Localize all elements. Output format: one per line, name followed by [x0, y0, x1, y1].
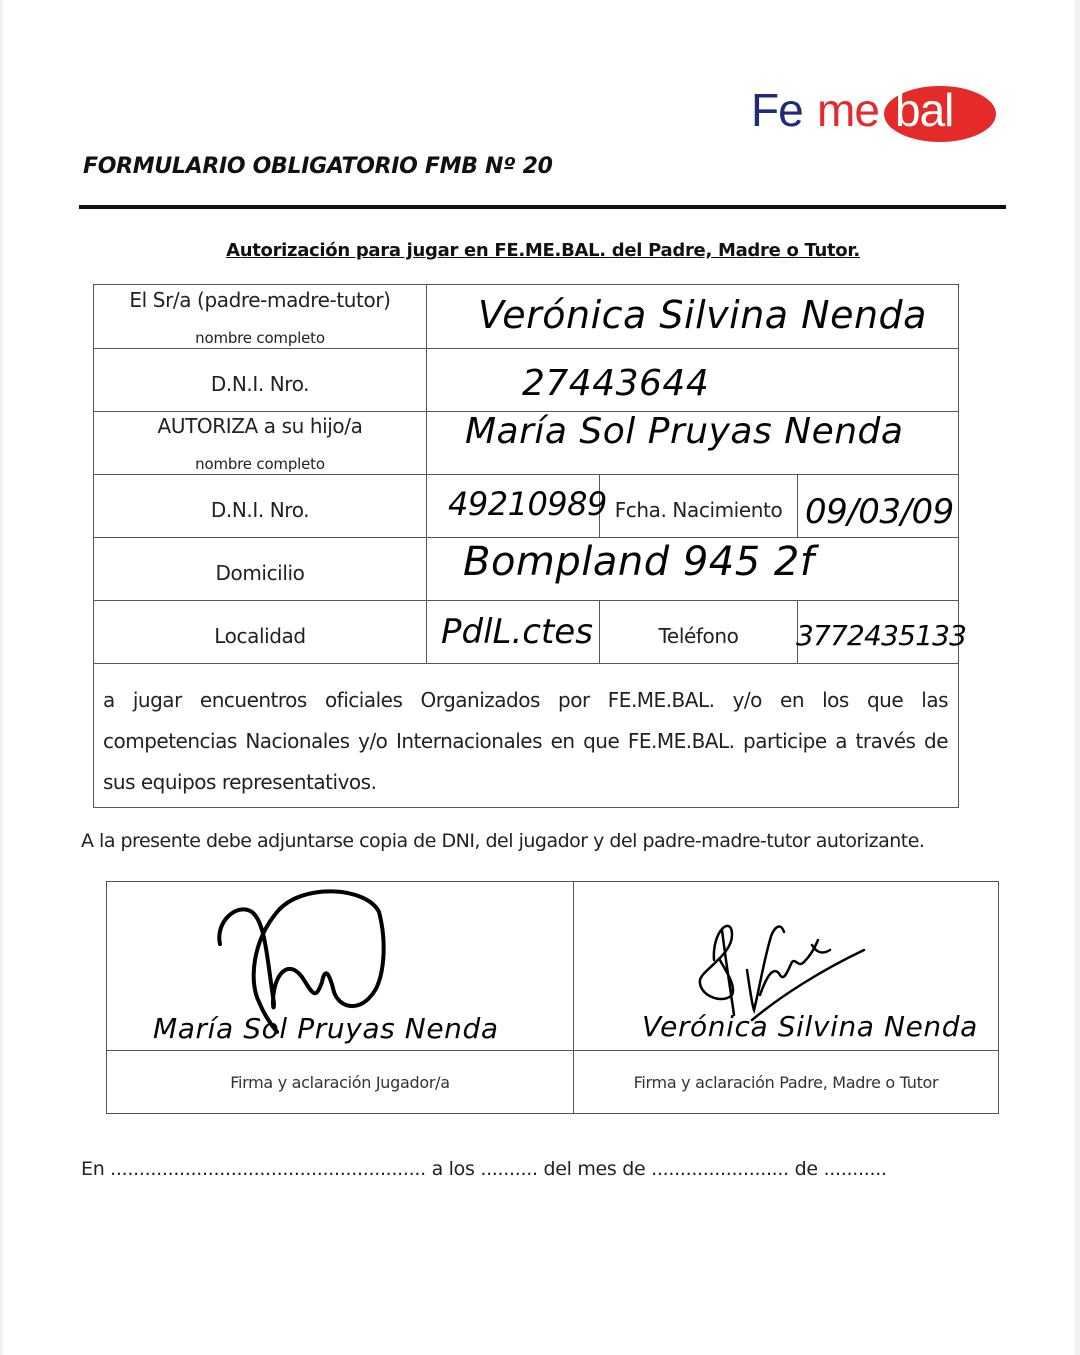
guardian-dni-field[interactable]: 27443644: [522, 363, 710, 404]
signature-stroke: [219, 891, 383, 1032]
row-divider: [94, 348, 958, 349]
place-date-line[interactable]: En ....................................................... a los .......... del mes de ........................ de ...........: [81, 1158, 887, 1180]
logo-text-fe: Fe: [751, 84, 803, 136]
row-divider: [94, 537, 958, 538]
form-subtitle: [3, 240, 1080, 261]
column-divider: [797, 474, 798, 537]
authorization-text: a jugar encuentros oficiales Organizados por FE.ME.BAL. y/o en los que las competencias Nacionales y/o Internacionales en que FE.ME.BAL. participe a través de sus equipos representativos.: [103, 688, 948, 794]
city-field[interactable]: PdlL.ctes: [441, 612, 593, 652]
signature-stroke: [700, 926, 864, 1020]
title-divider: [79, 205, 1006, 209]
guardian-name-field[interactable]: Verónica Silvina Nenda: [478, 293, 927, 337]
row-divider: [107, 1050, 998, 1051]
child-name-field[interactable]: María Sol Pruyas Nenda: [465, 411, 904, 452]
phone-label: Teléfono: [658, 624, 739, 648]
guardian-sublabel: nombre completo: [195, 329, 325, 347]
city-label: Localidad: [214, 624, 306, 648]
child-dni-field[interactable]: 49210989: [448, 485, 607, 523]
address-label: Domicilio: [215, 561, 305, 585]
form-title: FORMULARIO OBLIGATORIO FMB Nº 20: [83, 154, 553, 179]
logo-text-bal: bal: [895, 84, 954, 136]
address-field[interactable]: Bompland 945 2f: [463, 539, 815, 585]
femebal-logo: [751, 84, 997, 146]
guardian-signature-caption: Firma y aclaración Padre, Madre o Tutor: [633, 1073, 939, 1092]
form-subtitle-text: Autorización para jugar en FE.ME.BAL. del Padre, Madre o Tutor.: [226, 240, 860, 261]
row-divider: [94, 474, 958, 475]
guardian-name-clarification: Verónica Silvina Nenda: [642, 1010, 978, 1043]
row-divider: [94, 600, 958, 601]
child-label: AUTORIZA a su hijo/a: [157, 414, 363, 438]
attachment-note: A la presente debe adjuntarse copia de DNI, del jugador y del padre-madre-tutor autorizante.: [81, 830, 925, 852]
phone-field[interactable]: 3772435133: [796, 619, 967, 652]
column-divider: [426, 285, 427, 663]
player-signature-caption: Firma y aclaración Jugador/a: [230, 1073, 450, 1092]
document-page: [3, 0, 1075, 1355]
guardian-label: El Sr/a (padre-madre-tutor): [129, 288, 391, 312]
logo-text-me: me: [817, 84, 879, 136]
player-name-clarification: María Sol Pruyas Nenda: [153, 1012, 499, 1045]
guardian-dni-label: D.N.I. Nro.: [210, 372, 310, 396]
birthdate-field[interactable]: 09/03/09: [805, 492, 954, 532]
birthdate-label: Fcha. Nacimiento: [614, 498, 783, 522]
row-divider: [94, 663, 958, 664]
signature-table: [106, 881, 999, 1114]
child-sublabel: nombre completo: [195, 455, 325, 473]
child-dni-label: D.N.I. Nro.: [210, 498, 310, 522]
